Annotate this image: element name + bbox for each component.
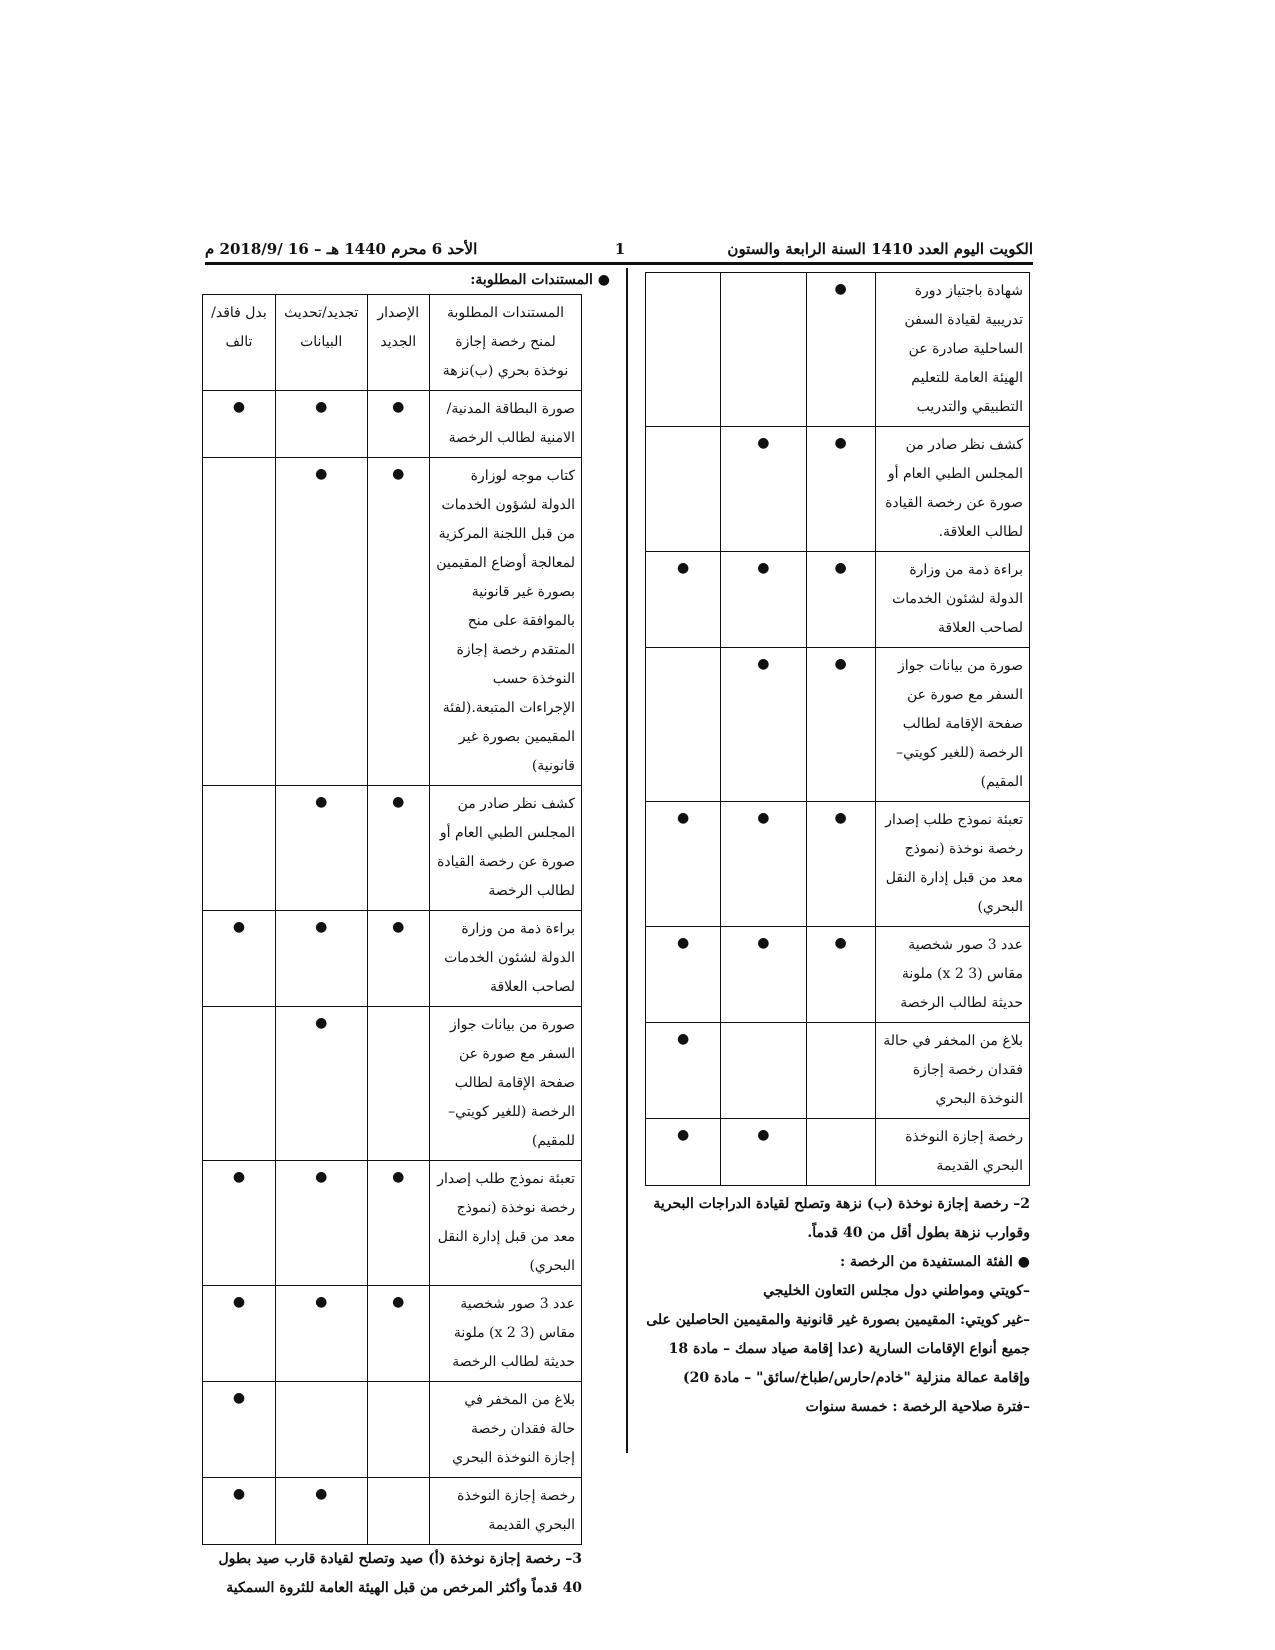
bullet-mark: ● — [315, 1015, 328, 1031]
mark-cell-lost — [203, 1007, 276, 1161]
document-cell — [429, 1007, 581, 1161]
table-row — [646, 927, 1030, 1023]
bullet-mark — [813, 1123, 869, 1125]
kuwaiti-line: –كويتي ومواطني دول مجلس التعاون الخليجي — [763, 1283, 1030, 1299]
mark-cell-lost — [203, 1161, 276, 1286]
document-text: تعبئة نموذج طلب إصدار رخصة نوخذة (نموذج معد من قبل إدارة النقل البحري) — [437, 1171, 575, 1274]
mark-cell-lost — [203, 1478, 276, 1545]
header-new-issue: الإصدار الجديد — [367, 295, 429, 391]
bullet-mark: ● — [676, 1127, 690, 1143]
bullet-mark: ● — [676, 1031, 690, 1047]
mark-cell-renew — [275, 1286, 367, 1382]
table-row — [203, 786, 582, 911]
bullet-mark: ● — [315, 466, 328, 482]
document-text: صورة من بيانات جواز السفر مع صورة عن صفحة الإقامة لطالب الرخصة (للغير كويتي– المقيم) — [896, 658, 1023, 790]
header-rule — [205, 262, 1033, 265]
bullet-mark: ● — [232, 1486, 246, 1502]
mark-cell-lost — [646, 273, 721, 427]
bullet-mark: ● — [392, 1169, 405, 1185]
beneficiary-heading: ● الفئة المستفيدة من الرخصة : — [839, 1254, 1030, 1270]
bullet-mark: ● — [757, 935, 770, 951]
mark-cell-renew — [721, 1023, 806, 1119]
mark-cell-lost — [203, 911, 276, 1007]
bullet-mark — [652, 277, 714, 279]
table-header-row — [203, 295, 582, 391]
mark-cell-lost — [646, 427, 721, 552]
document-cell — [429, 1161, 581, 1286]
bullet-mark — [652, 652, 714, 654]
non-kuwaiti-line: –غير كويتي: المقيمين بصورة غير قانونية والمقيمين الحاصلين على جميع أنواع الإقامات السارية (عدا إقامة صياد سمك – مادة 18 وإقامة عمالة منزلية "خادم/حارس/طباخ/سائق" – مادة 20) — [646, 1312, 1030, 1386]
document-text: براءة ذمة من وزارة الدولة لشئون الخدمات لصاحب العلاقة — [444, 921, 575, 995]
license-a-paragraph: 3– رخصة إجازة نوخذة (أ) صيد وتصلح لقيادة قارب صيد بطول 40 قدماً وأكثر المرخص من قبل الهيئة العامة للثروة السمكية — [218, 1551, 582, 1596]
bullet-mark: ● — [392, 399, 405, 415]
bullet-mark: ● — [392, 466, 405, 482]
bullet-mark: ● — [315, 919, 328, 935]
table-row — [646, 1119, 1030, 1186]
mark-cell-lost — [646, 1023, 721, 1119]
mark-cell-renew — [275, 1007, 367, 1161]
document-cell — [875, 1023, 1029, 1119]
mark-cell-new — [806, 1023, 875, 1119]
bullet-mark: ● — [315, 399, 328, 415]
requirements-table-continued — [645, 272, 1030, 1186]
bullet-mark: ● — [392, 794, 405, 810]
bullet-mark: ● — [834, 560, 847, 576]
table-row — [203, 391, 582, 458]
bullet-mark: ● — [676, 810, 690, 826]
document-cell — [875, 927, 1029, 1023]
header-page-number: 1 — [614, 240, 626, 258]
bullet-mark: ● — [392, 1294, 405, 1310]
mark-cell-renew — [721, 552, 806, 648]
document-cell — [429, 1382, 581, 1478]
table-row — [646, 802, 1030, 927]
bullet-mark: ● — [315, 1486, 328, 1502]
document-cell — [429, 1478, 581, 1545]
bullet-mark: ● — [834, 281, 847, 297]
bullet-mark — [374, 1482, 423, 1484]
mark-cell-lost — [646, 648, 721, 802]
mark-cell-new — [367, 786, 429, 911]
mark-cell-renew — [721, 1119, 806, 1186]
bullet-mark: ● — [834, 935, 847, 951]
header-renew: تجديد/تحديث البيانات — [275, 295, 367, 391]
mark-cell-renew — [275, 1161, 367, 1286]
bullet-mark: ● — [232, 919, 246, 935]
bullet-mark: ● — [834, 810, 847, 826]
mark-cell-new — [806, 1119, 875, 1186]
bullet-mark: ● — [834, 656, 847, 672]
license-b-paragraph: 2– رخصة إجازة نوخذة (ب) نزهة وتصلح لقيادة الدراجات البحرية وقوارب نزهة بطول أقل من 40 قدماً. — [653, 1196, 1030, 1241]
mark-cell-renew — [275, 1478, 367, 1545]
bullet-mark: ● — [834, 435, 847, 451]
mark-cell-renew — [721, 648, 806, 802]
validity-line: –فترة صلاحية الرخصة : خمسة سنوات — [805, 1399, 1030, 1415]
header-date: الأحد 6 محرم 1440 هـ – 16 /2018/9 م — [205, 240, 478, 258]
bullet-mark: ● — [315, 1294, 328, 1310]
mark-cell-new — [367, 1286, 429, 1382]
table-row — [203, 1382, 582, 1478]
table-row — [203, 911, 582, 1007]
header-gazette-info: الكويت اليوم العدد 1410 السنة الرابعة والستون — [727, 240, 1033, 258]
bullet-mark: ● — [232, 1169, 246, 1185]
bullet-mark — [374, 1011, 423, 1013]
page-header — [205, 238, 1033, 260]
table-row — [646, 552, 1030, 648]
document-cell — [429, 911, 581, 1007]
document-text: صورة من بيانات جواز السفر مع صورة عن صفحة الإقامة لطالب الرخصة (للغير كويتي– للمقيم) — [448, 1017, 575, 1149]
document-text: بلاغ من المخفر في حالة فقدان رخصة إجازة النوخذة البحري — [452, 1392, 575, 1466]
bullet-mark: ● — [757, 435, 770, 451]
mark-cell-renew — [721, 802, 806, 927]
mark-cell-new — [806, 648, 875, 802]
document-cell — [875, 1119, 1029, 1186]
document-cell — [875, 648, 1029, 802]
mark-cell-new — [806, 427, 875, 552]
document-text: عدد 3 صور شخصية مقاس (3 x 2) ملونة حديثة لطالب الرخصة — [452, 1296, 575, 1370]
mark-cell-new — [367, 911, 429, 1007]
mark-cell-new — [806, 927, 875, 1023]
mark-cell-new — [367, 1382, 429, 1478]
document-text: رخصة إجازة النوخذة البحري القديمة — [457, 1488, 575, 1533]
document-text: صورة البطاقة المدنية/الامنية لطالب الرخصة — [446, 401, 575, 446]
mark-cell-renew — [721, 427, 806, 552]
document-text: كتاب موجه لوزارة الدولة لشؤون الخدمات من قبل اللجنة المركزية لمعالجة أوضاع المقيمين بصورة غير قانونية بالموافقة على منح المتقدم رخصة إجازة النوخذة حسب الإجراءات المتبعة.(لفئة المقيمين بصورة غير قانونية) — [436, 468, 575, 774]
column-divider — [626, 268, 628, 1453]
mark-cell-renew — [721, 927, 806, 1023]
mark-cell-new — [806, 552, 875, 648]
bullet-mark — [209, 1011, 269, 1013]
mark-cell-new — [367, 1007, 429, 1161]
table-row — [646, 648, 1030, 802]
bullet-mark — [652, 431, 714, 433]
bullet-mark: ● — [315, 794, 328, 810]
bullet-mark: ● — [315, 1169, 328, 1185]
mark-cell-renew — [275, 911, 367, 1007]
mark-cell-lost — [646, 1119, 721, 1186]
document-cell — [429, 391, 581, 458]
mark-cell-lost — [646, 927, 721, 1023]
bullet-mark — [727, 277, 799, 279]
document-text: عدد 3 صور شخصية مقاس (3 x 2) ملونة حديثة لطالب الرخصة — [900, 937, 1023, 1011]
document-cell — [875, 273, 1029, 427]
bullet-mark: ● — [232, 399, 246, 415]
mark-cell-renew — [275, 786, 367, 911]
mark-cell-lost — [203, 1382, 276, 1478]
document-cell — [429, 458, 581, 786]
document-cell — [875, 427, 1029, 552]
mark-cell-lost — [203, 458, 276, 786]
table-row — [203, 458, 582, 786]
table-row — [203, 1478, 582, 1545]
bullet-mark: ● — [757, 810, 770, 826]
document-text: تعبئة نموذج طلب إصدار رخصة نوخذة (نموذج معد من قبل إدارة النقل البحري) — [885, 812, 1023, 915]
table-row — [203, 1286, 582, 1382]
bullet-mark — [282, 1386, 361, 1388]
document-text: كشف نظر صادر من المجلس الطبي العام أو صورة عن رخصة القيادة لطالب الرخصة — [437, 796, 575, 899]
document-cell — [875, 802, 1029, 927]
table-row — [203, 1161, 582, 1286]
header-documents: المستندات المطلوبة لمنح رخصة إجازة نوخذة بحري (ب)نزهة — [429, 295, 581, 391]
mark-cell-new — [367, 391, 429, 458]
bullet-mark: ● — [757, 1127, 770, 1143]
bullet-mark — [727, 1027, 799, 1029]
document-cell — [875, 552, 1029, 648]
bullet-mark: ● — [232, 1294, 246, 1310]
mark-cell-renew — [275, 1382, 367, 1478]
bullet-mark: ● — [392, 919, 405, 935]
required-documents-title: ● المستندات المطلوبة: — [470, 272, 610, 288]
document-text: براءة ذمة من وزارة الدولة لشئون الخدمات لصاحب العلاقة — [892, 562, 1023, 636]
mark-cell-lost — [203, 391, 276, 458]
document-text: كشف نظر صادر من المجلس الطبي العام أو صورة عن رخصة القيادة لطالب العلاقة. — [885, 437, 1023, 540]
table-row — [203, 1007, 582, 1161]
document-text: بلاغ من المخفر في حالة فقدان رخصة إجازة النوخذة البحري — [883, 1033, 1023, 1107]
bullet-mark: ● — [676, 935, 690, 951]
document-cell — [429, 1286, 581, 1382]
document-cell — [429, 786, 581, 911]
mark-cell-renew — [275, 458, 367, 786]
mark-cell-new — [367, 1161, 429, 1286]
mark-cell-lost — [646, 802, 721, 927]
table-row — [646, 273, 1030, 427]
bullet-mark: ● — [676, 560, 690, 576]
right-column — [640, 272, 1030, 1422]
bullet-mark: ● — [757, 560, 770, 576]
bullet-mark — [209, 790, 269, 792]
requirements-table — [202, 294, 582, 1545]
table-row — [646, 1023, 1030, 1119]
mark-cell-new — [367, 1478, 429, 1545]
mark-cell-new — [806, 273, 875, 427]
mark-cell-lost — [203, 786, 276, 911]
document-text: رخصة إجازة النوخذة البحري القديمة — [905, 1129, 1023, 1174]
header-lost: بدل فاقد/تالف — [203, 295, 276, 391]
table-row — [646, 427, 1030, 552]
mark-cell-new — [367, 458, 429, 786]
mark-cell-renew — [721, 273, 806, 427]
mark-cell-lost — [203, 1286, 276, 1382]
bullet-mark — [374, 1386, 423, 1388]
left-column — [198, 272, 610, 1603]
mark-cell-lost — [646, 552, 721, 648]
document-text: شهادة باجتياز دورة تدريبية لقيادة السفن الساحلية صادرة عن الهيئة العامة للتعليم التطبيقي والتدريب — [904, 283, 1023, 415]
bullet-mark — [813, 1027, 869, 1029]
mark-cell-new — [806, 802, 875, 927]
bullet-mark: ● — [757, 656, 770, 672]
mark-cell-renew — [275, 391, 367, 458]
bullet-mark — [209, 462, 269, 464]
bullet-mark: ● — [232, 1390, 246, 1406]
